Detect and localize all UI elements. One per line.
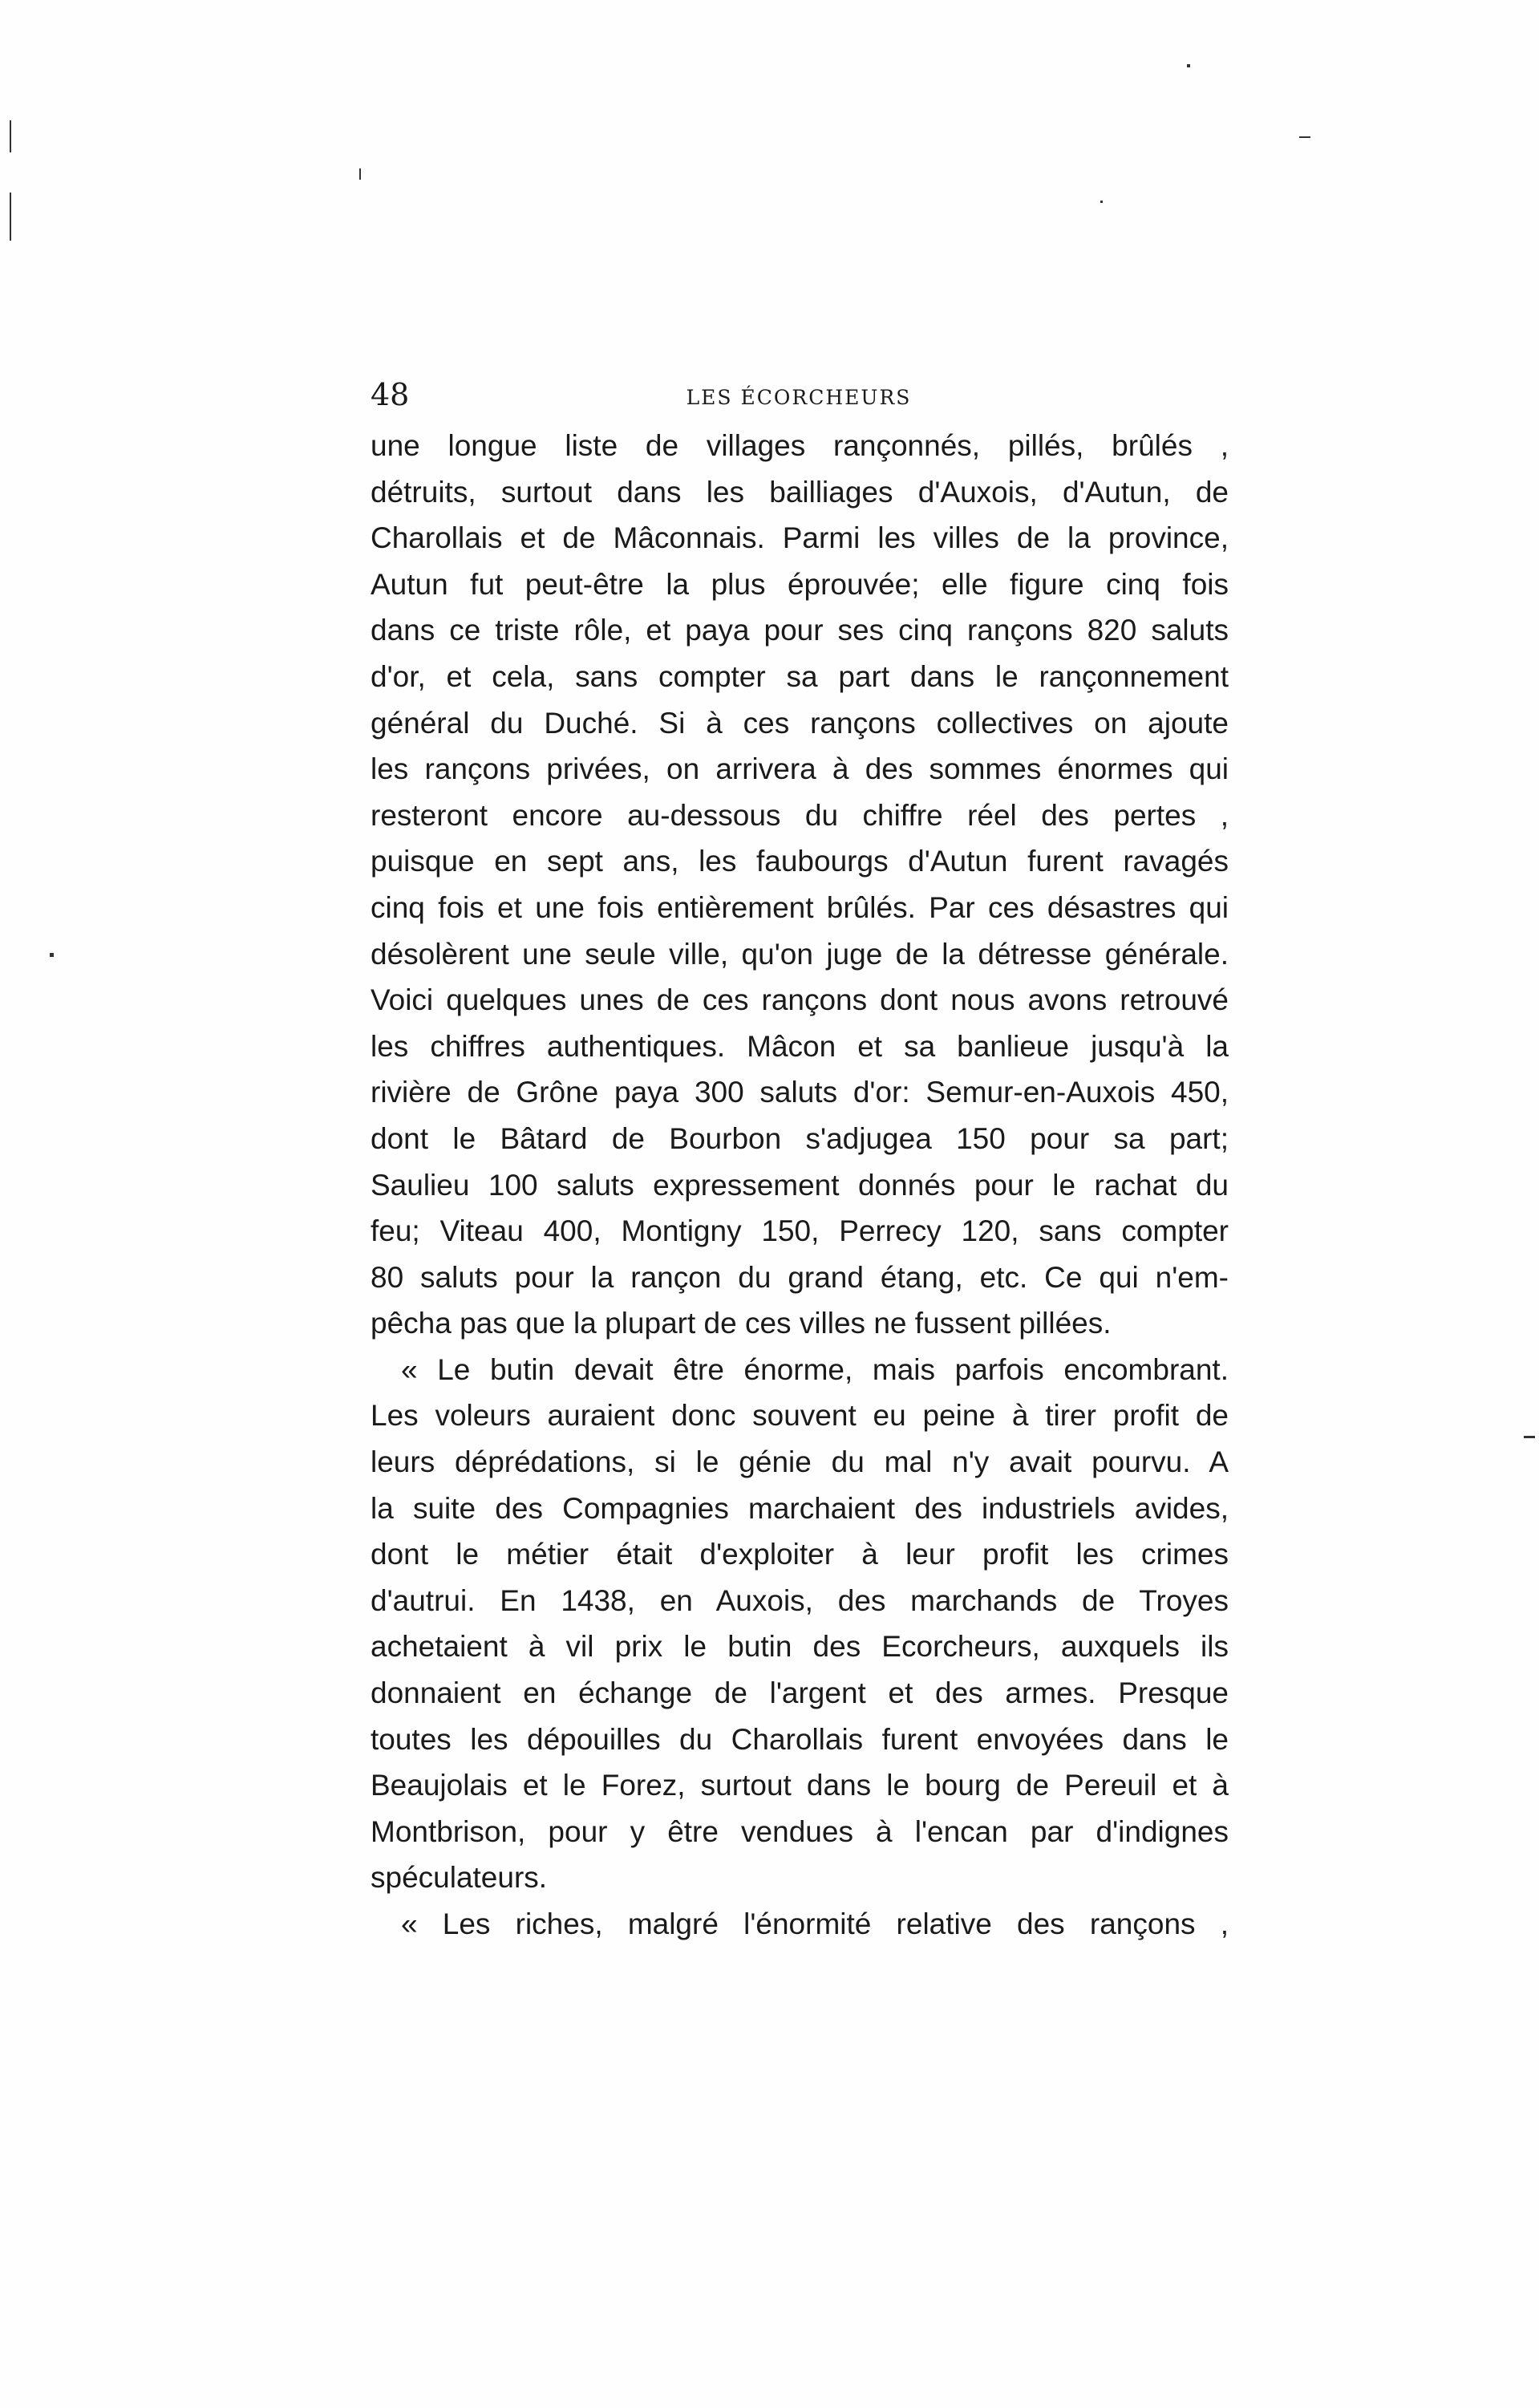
text-line: une longue liste de villages rançonnés, pillés, brûlés , [371,429,1229,462]
text-line: les rançons privées, on arrivera à des sommes énormes qui [371,752,1229,786]
scan-speck [10,193,11,241]
scan-speck [10,120,11,152]
text-line: dans ce triste rôle, et paya pour ses cinq rançons 820 saluts [371,614,1229,647]
text-line: Voici quelques unes de ces rançons dont nous avons retrouvé [371,983,1229,1017]
text-line: d'or, et cela, sans compter sa part dans le rançonnement [371,659,1229,693]
text-line: les chiffres authentiques. Mâcon et sa banlieue jusqu'à la [371,1029,1229,1063]
text-line: Charollais et de Mâconnais. Parmi les villes de la province, [371,521,1229,555]
text-line: resteront encore au-dessous du chiffre réel des pertes , [371,798,1229,832]
text-line: « Les riches, malgré l'énormité relative des rançons , [401,1907,1229,1940]
text-line: d'autrui. En 1438, en Auxois, des marchands de Troyes [371,1583,1229,1617]
text-line: feu; Viteau 400, Montigny 150, Perrecy 120, sans compter [371,1214,1229,1248]
text-line: Montbrison, pour y être vendues à l'encan par d'indignes [371,1814,1229,1848]
running-head [371,371,1227,419]
scan-speck [1299,136,1310,138]
paragraph-1 [371,423,1229,1347]
running-title: LES ÉCORCHEURS [686,386,912,409]
scan-speck [1187,64,1190,67]
text-line: désolèrent une seule ville, qu'on juge de la détresse générale. [371,937,1229,971]
paragraph-3 [371,1901,1229,1948]
scan-speck [50,953,54,957]
text-line: cinq fois et une fois entièrement brûlés. Par ces désastres qui [371,890,1229,924]
text-line: pêcha pas que la plupart de ces villes ne fussent pillées. [371,1307,1112,1340]
text-line: rivière de Grône paya 300 saluts d'or: Semur-en-Auxois 450, [371,1076,1229,1109]
scan-speck [359,168,361,180]
text-line: détruits, surtout dans les bailliages d'Auxois, d'Autun, de [371,475,1229,509]
text-line: puisque en sept ans, les faubourgs d'Autun furent ravagés [371,845,1229,878]
text-line: donnaient en échange de l'argent et des armes. Presque [371,1676,1229,1710]
text-line: 80 saluts pour la rançon du grand étang, etc. Ce qui n'em- [371,1260,1229,1294]
text-line: Saulieu 100 saluts expressement donnés pour le rachat du [371,1168,1229,1202]
text-line: la suite des Compagnies marchaient des industriels avides, [371,1491,1229,1525]
text-line: achetaient à vil prix le butin des Ecorcheurs, auxquels ils [371,1630,1229,1664]
text-line: Les voleurs auraient donc souvent eu peine à tirer profit de [371,1399,1229,1433]
text-line: toutes les dépouilles du Charollais furent envoyées dans le [371,1722,1229,1756]
text-line: Autun fut peut-être la plus éprouvée; elle figure cinq fois [371,567,1229,601]
text-line: leurs déprédations, si le génie du mal n'y avait pourvu. A [371,1445,1229,1479]
text-line: général du Duché. Si à ces rançons collectives on ajoute [371,706,1229,740]
text-line: spéculateurs. [371,1861,548,1895]
paragraph-2 [371,1347,1229,1901]
text-line: « Le butin devait être énorme, mais parfois encombrant. [401,1352,1229,1386]
text-line: Beaujolais et le Forez, surtout dans le bourg de Pereuil et à [371,1769,1229,1802]
text-line: dont le Bâtard de Bourbon s'adjugea 150 pour sa part; [371,1121,1229,1155]
scan-speck [1524,1436,1535,1438]
body-text [371,423,1229,1948]
text-line: dont le métier était d'exploiter à leur profit les crimes [371,1538,1229,1571]
page-number: 48 [371,377,410,412]
scan-speck [1100,201,1103,203]
